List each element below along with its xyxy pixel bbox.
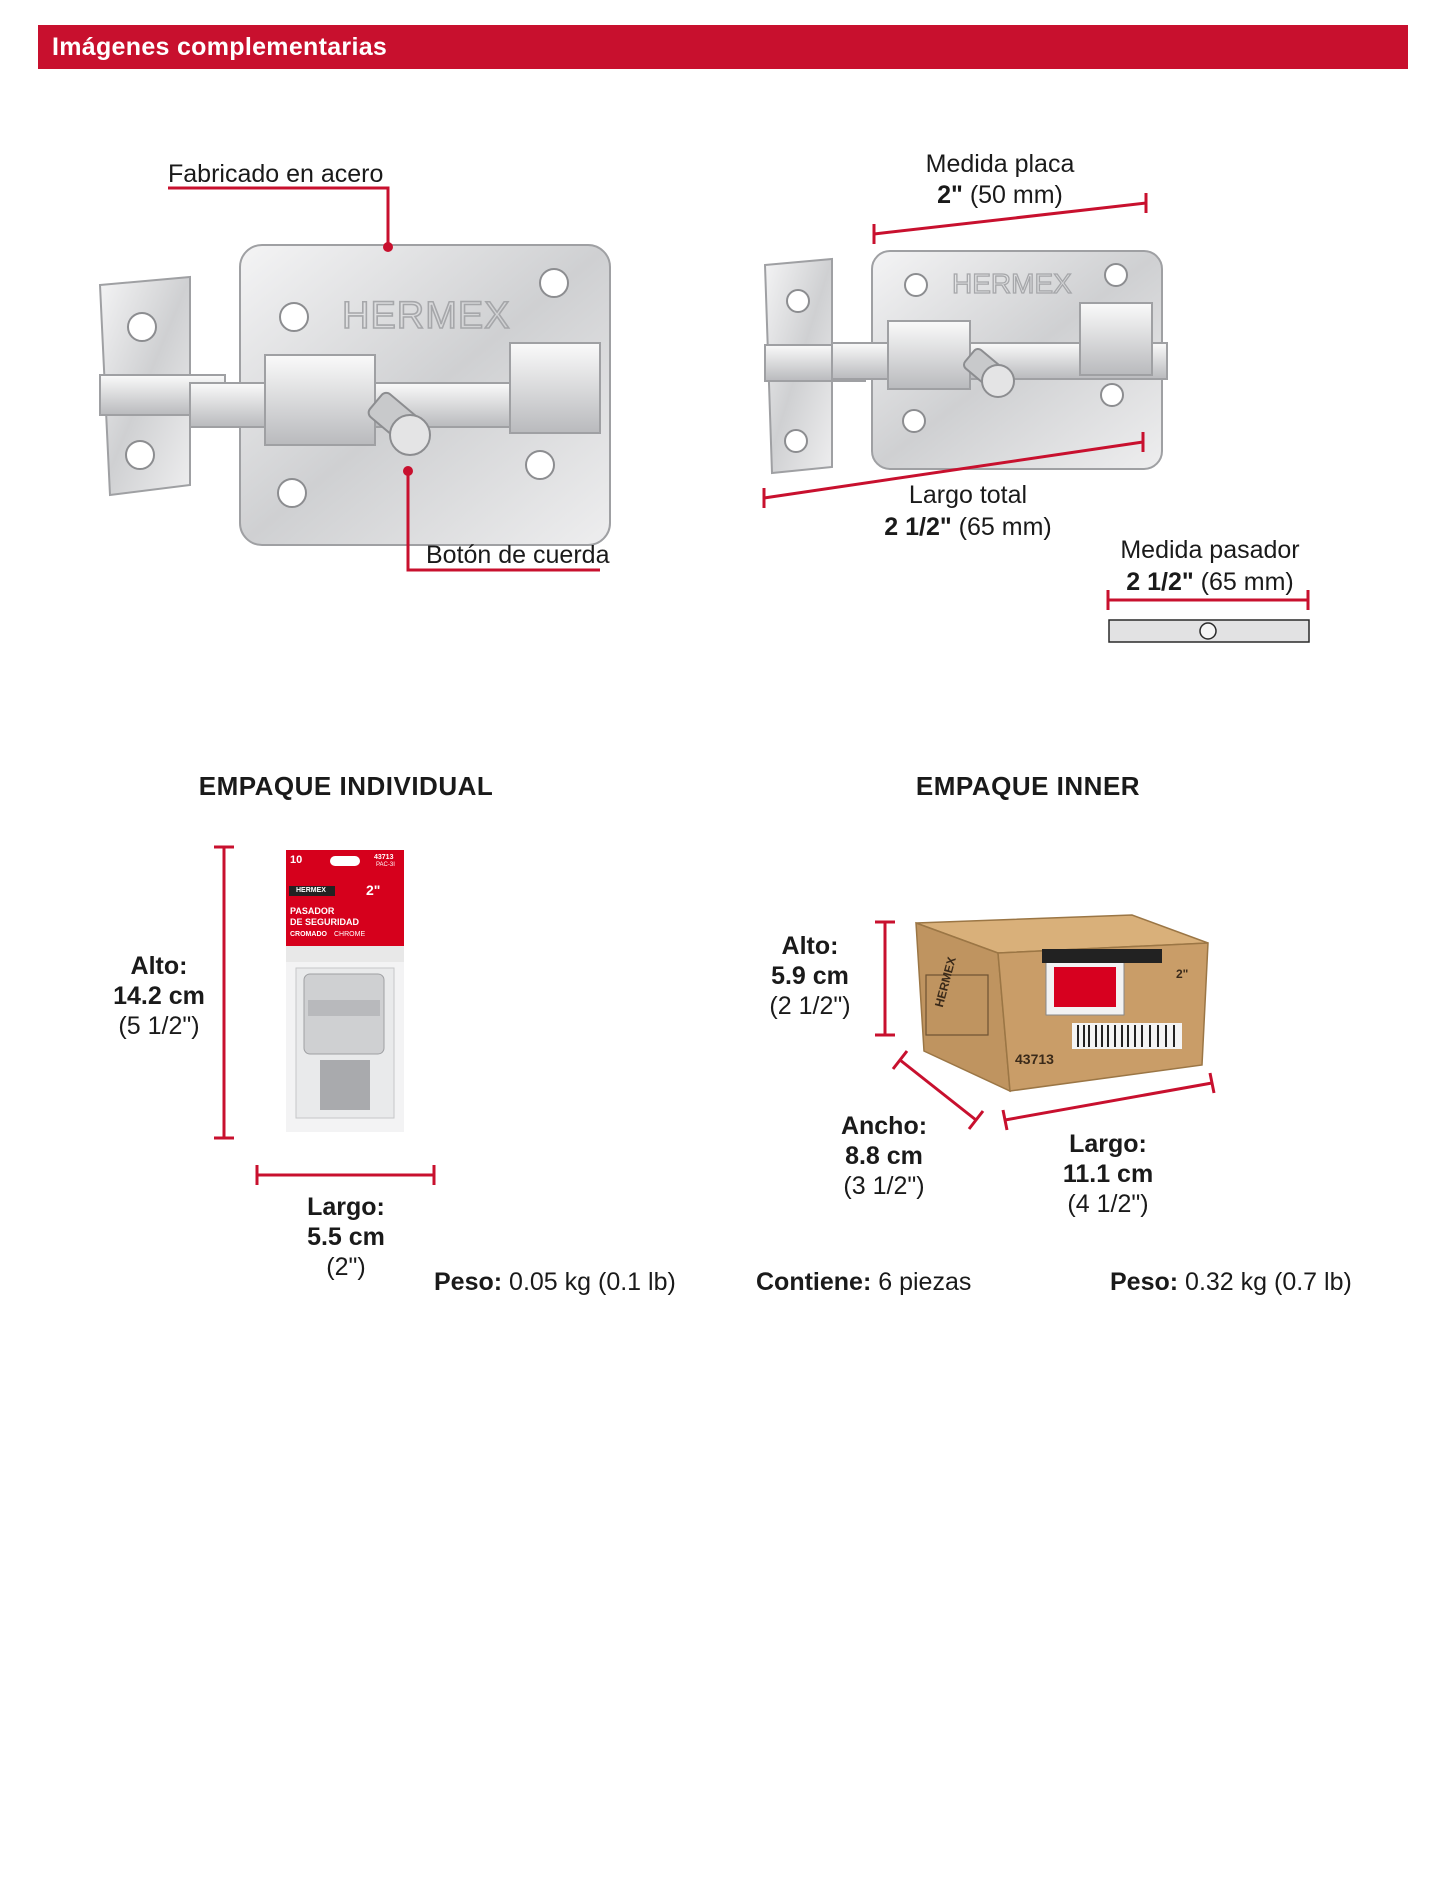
card-count: 10 xyxy=(290,854,303,866)
card-line2: DE SEGURIDAD xyxy=(290,917,360,927)
inner-length-label: Largo: xyxy=(1069,1130,1147,1158)
inner-height-in: (2 1/2") xyxy=(769,992,851,1020)
inner-height-label: Alto: xyxy=(781,932,839,960)
bolt-size: 2 1/2" (65 mm) xyxy=(1126,568,1294,596)
inner-height-cm: 5.9 cm xyxy=(771,962,849,990)
brand-mark: HERMEX xyxy=(342,295,511,337)
individual-length-cm: 5.5 cm xyxy=(307,1223,385,1251)
total-label: Largo total xyxy=(908,481,1028,509)
inner-box xyxy=(912,915,1212,1095)
individual-weight: Peso: 0.05 kg (0.1 lb) xyxy=(434,1268,676,1296)
bolt-label: Medida pasador xyxy=(1120,536,1300,564)
inner-width-cm: 8.8 cm xyxy=(845,1142,923,1170)
inner-weight: Peso: 0.32 kg (0.7 lb) xyxy=(1110,1268,1352,1296)
individual-length-in: (2") xyxy=(326,1253,366,1281)
box-brand: HERMEX xyxy=(932,955,959,1009)
inner-width-in: (3 1/2") xyxy=(843,1172,925,1200)
card-finish: CROMADO xyxy=(290,931,327,938)
inner-width-label: Ancho: xyxy=(840,1112,928,1140)
total-size: 2 1/2" (65 mm) xyxy=(884,513,1052,541)
individual-length-label: Largo: xyxy=(307,1193,385,1221)
individual-title: EMPAQUE INDIVIDUAL xyxy=(198,771,494,801)
plate-size: 2" (50 mm) xyxy=(937,181,1063,209)
card-finish-en: CHROME xyxy=(334,931,366,938)
card-brand: HERMEX xyxy=(296,887,326,894)
card-line1: PASADOR xyxy=(290,906,335,916)
material-label: Fabricado en acero xyxy=(168,160,384,188)
inner-length-cm: 11.1 cm xyxy=(1062,1160,1154,1188)
card-size: 2" xyxy=(366,882,381,898)
individual-height-label: Alto: xyxy=(130,952,188,980)
inner-contains: Contiene: 6 piezas xyxy=(756,1268,972,1296)
individual-height-in: (5 1/2") xyxy=(118,1012,200,1040)
box-code: 43713 xyxy=(1015,1051,1054,1067)
section-title: Imágenes complementarias xyxy=(52,33,388,61)
inner-length-in: (4 1/2") xyxy=(1067,1190,1149,1218)
brand-mark-2: HERMEX xyxy=(952,268,1072,299)
inner-title: EMPAQUE INNER xyxy=(915,771,1141,801)
individual-height-cm: 14.2 cm xyxy=(113,982,205,1010)
plate-label: Medida placa xyxy=(925,150,1075,178)
card-model: PAC-3I xyxy=(376,862,395,868)
card-code: 43713 xyxy=(374,854,394,861)
button-label: Botón de cuerda xyxy=(426,541,610,569)
box-size: 2" xyxy=(1176,967,1189,981)
